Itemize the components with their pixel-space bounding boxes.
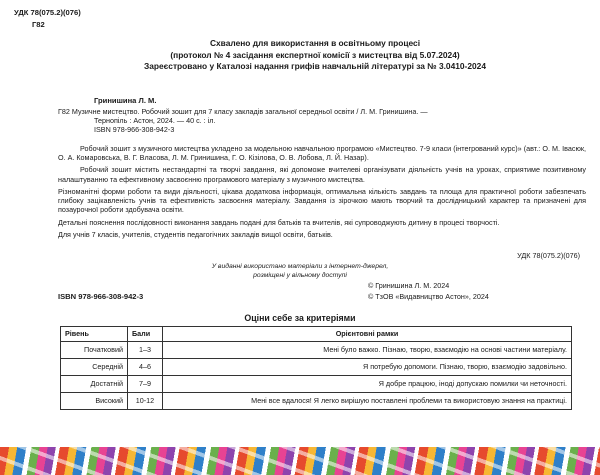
copyright-block <box>368 280 489 302</box>
score-cell: 10-12 <box>128 393 163 410</box>
criteria-title: Оціни себе за критеріями <box>244 313 356 323</box>
annotation-paragraph: Детальні пояснення послідовності виконання завдань подані для батьків та вчителів, які супроводжують дитину в процесі творчості. <box>58 217 500 227</box>
annotation <box>58 144 586 242</box>
header-score: Бали <box>128 327 163 342</box>
level-cell: Початковий <box>61 342 128 359</box>
approval-block <box>60 38 570 73</box>
criteria-header-row <box>61 327 572 342</box>
description-cell: Мені все вдалося! Я легко вирішую поставлені проблеми та використовую знання на практиці. <box>163 393 572 410</box>
approval-line: Схвалено для використання в освітньому процесі <box>209 38 421 48</box>
description-cell: Я потребую допомоги. Пізнаю, творю, взаємодію задовільно. <box>163 359 572 376</box>
isbn: ISBN 978-966-308-942-3 <box>58 292 144 301</box>
score-cell: 7–9 <box>128 376 163 393</box>
bib-isbn-line: ISBN 978-966-308-942-3 <box>94 125 175 135</box>
decorative-strip-overlay <box>0 447 600 475</box>
criteria-table <box>60 326 572 410</box>
description-cell: Мені було важко. Пізнаю, творю, взаємодію на основі частини матеріалу. <box>163 342 572 359</box>
header-frame: Орієнтовні рамки <box>163 327 572 342</box>
table-row <box>61 376 572 393</box>
udk-code-right: УДК 78(075.2)(076) <box>517 251 580 260</box>
copyright-author: © Гринишина Л. М. 2024 <box>368 281 450 290</box>
bibliographic-record <box>58 107 578 135</box>
author-sign-code: Г82 <box>32 20 45 29</box>
bib-title-line: Г82 Музичне мистецтво. Робочий зошит для 7 класу закладів загальної середньої освіти / Л. М. Гринишина. — <box>58 107 428 116</box>
level-cell: Достатній <box>61 376 128 393</box>
bib-publisher-line: Тернопіль : Астон, 2024. — 40 с. : іл. <box>94 116 216 126</box>
annotation-paragraph: Робочий зошит містить нестандартні та творчі завдання, які допоможе вчителеві організувати діяльність учнів на уроках, сприятиме позитивному налаштуванню та ефективному засвоєнню програмового матеріалу з музичного мистецтва. <box>58 165 586 184</box>
annotation-paragraph: Різноманітні форми роботи та види діяльності, цікава додаткова інформація, оптимальна кількість завдань та площа для практичної роботи забезпечать глибоку зацікавленість учнів та ефективність засвоєння матеріалу. Завдання із зірочкою мають творчий та дослідницький характер та призначені для позаурочної роботи здобувача освіти. <box>58 186 586 215</box>
table-row <box>61 359 572 376</box>
author-name: Гринишина Л. М. <box>94 96 157 105</box>
registration-line: Зареєстровано у Каталозі надання грифів навчальній літературі за № 3.0410-2024 <box>144 61 486 72</box>
annotation-paragraph: Робочий зошит з музичного мистецтва укладено за модельною навчальною програмою «Мистецтво. 7-9 класи (інтегрований курс)» (авт.: О. М. Івасюк, О. А. Комаровська, В. Г. Власова, Л. М. Гринишина, Г. О. Кізілова, О. В. Лобова, Л. Й. Назар). <box>58 144 586 163</box>
description-cell: Я добре працюю, іноді допускаю помилки чи неточності. <box>163 376 572 393</box>
level-cell: Середній <box>61 359 128 376</box>
header-level: Рівень <box>61 327 128 342</box>
table-row <box>61 393 572 410</box>
image-note-line: розміщені у вільному доступі <box>253 272 347 280</box>
score-cell: 4–6 <box>128 359 163 376</box>
table-row <box>61 342 572 359</box>
image-note-line: У виданні використано матеріали з інтернет-джерел, <box>211 263 389 270</box>
annotation-paragraph: Для учнів 7 класів, учителів, студентів педагогічних закладів вищої освіти, батьків. <box>58 229 333 239</box>
level-cell: Високий <box>61 393 128 410</box>
approval-protocol-line: (протокол № 4 засідання експертної комісії з мистецтва від 5.07.2024) <box>170 49 460 60</box>
image-sources-note <box>200 262 400 280</box>
copyright-publisher: © ТзОВ «Видавництво Астон», 2024 <box>368 292 489 302</box>
score-cell: 1–3 <box>128 342 163 359</box>
udk-code-top: УДК 78(075.2)(076) <box>14 8 81 17</box>
